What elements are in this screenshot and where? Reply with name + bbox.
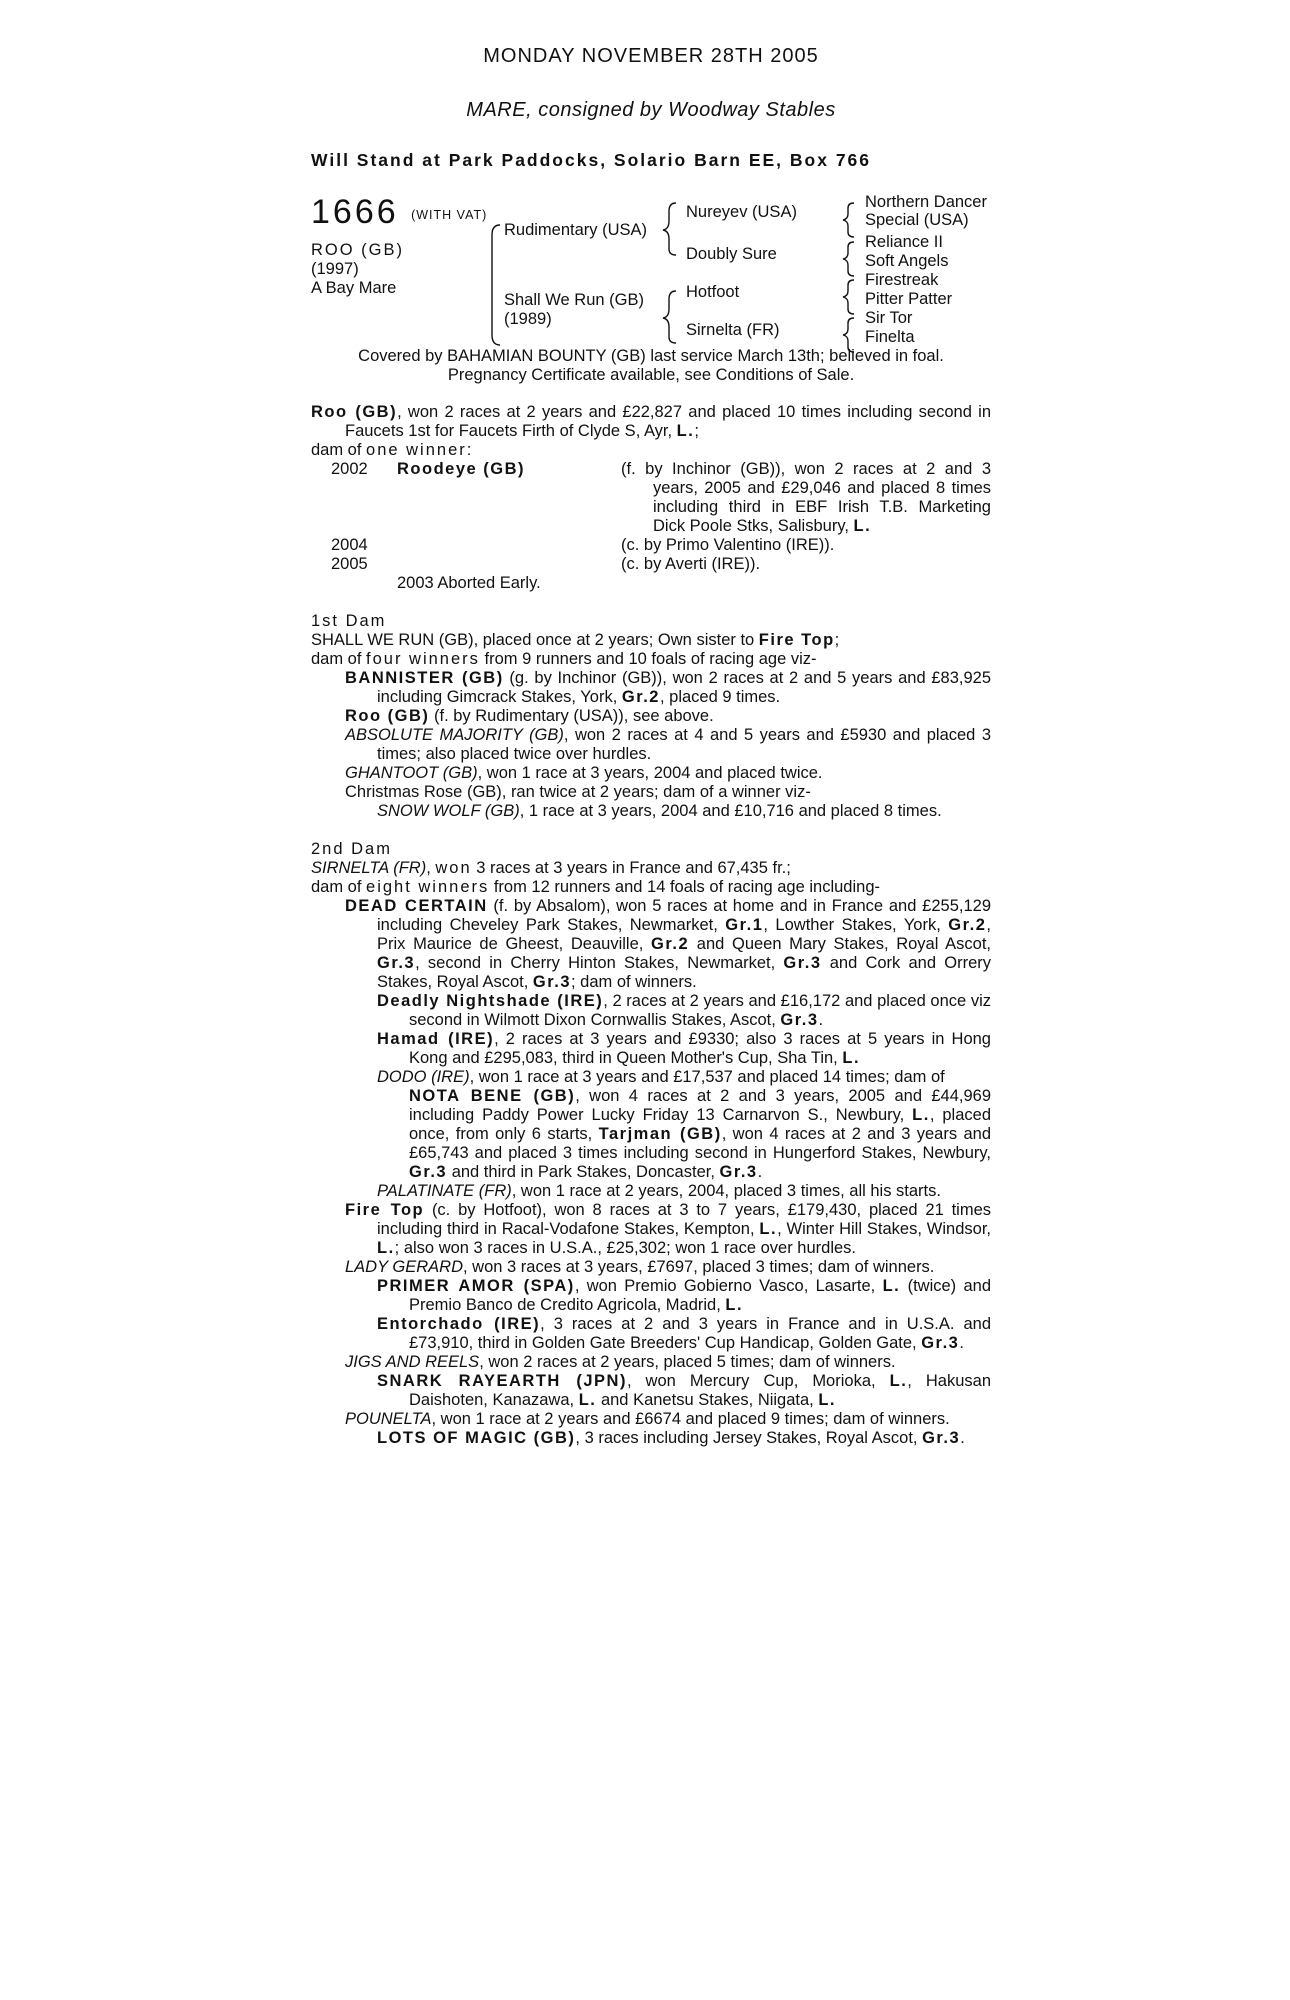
produce-record (311, 403, 991, 1448)
roo-sibling-record (311, 707, 991, 726)
snark-l2: L. (578, 1391, 597, 1409)
christmas-record: Christmas Rose (GB), ran twice at 2 years; dam of a winner viz- (345, 783, 811, 801)
dead-g2: Gr.2 (948, 916, 987, 934)
entor-name: Entorchado (IRE) (377, 1315, 541, 1333)
roo-listed: L. (676, 422, 695, 440)
snark-record (311, 1372, 991, 1410)
gg-6: Pitter Patter (865, 290, 953, 308)
progeny-year: 2004 (331, 536, 368, 554)
nota-l: L. (912, 1106, 930, 1124)
brace-main (492, 225, 500, 345)
dam-of-b: one winner (366, 441, 467, 459)
horse-year: (1997) (311, 260, 359, 278)
fd-dam-of-a: dam of (311, 650, 367, 668)
roo-record (311, 403, 991, 441)
deadly-a: , 2 races at 2 years and £16,172 and placed once viz second in Wilmott Dixon Cornwallis Stakes, Ascot, (409, 992, 991, 1029)
progeny-name: Roodeye (GB) (397, 460, 526, 478)
absolute-record (311, 726, 991, 764)
hamad-a: , 2 races at 3 years and £9330; also 3 races at 5 years in Hong Kong and £295,083, third in Queen Mother's Cup, Sha Tin, (409, 1030, 991, 1067)
brace-ss (843, 203, 854, 237)
dam-year: (1989) (504, 310, 552, 328)
lots-gr: Gr.3 (922, 1429, 961, 1447)
jigs-record (311, 1353, 991, 1372)
dead-f: and Cork and Orrery Stakes, Royal Ascot, (377, 954, 991, 991)
deadly-name: Deadly Nightshade (IRE) (377, 992, 604, 1010)
gg-1: Northern Dancer (865, 193, 987, 211)
dead-g3: Gr.2 (651, 935, 690, 953)
dead-g6: Gr.3 (532, 973, 572, 991)
second-dam-line (311, 859, 991, 878)
snow-text: , 1 race at 3 years, 2004 and £10,716 and placed 8 times. (519, 802, 942, 820)
entor-gr: Gr.3 (921, 1334, 960, 1352)
pou-name: POUNELTA (345, 1410, 432, 1428)
progeny-year (311, 574, 397, 593)
sd-dam-of-c: from 12 runners and 14 foals of racing age including- (489, 878, 880, 896)
roo-sibling-name: Roo (GB) (345, 707, 430, 725)
first-dam-line (311, 631, 991, 650)
lots-of-magic-record (311, 1429, 991, 1448)
roo-tail: ; (694, 422, 699, 440)
ghantoot-record (311, 764, 991, 783)
primer-name: PRIMER AMOR (SPA) (377, 1277, 575, 1295)
progeny-detail-text: (c. by Averti (IRE)). (621, 555, 761, 573)
progeny-row (311, 555, 991, 574)
vat-note: (WITH VAT) (411, 208, 488, 222)
snark-l3: L. (818, 1391, 837, 1409)
second-dam-heading: 2nd Dam (311, 840, 392, 858)
absolute-text: , won 2 races at 4 and 5 years and £5930 and placed 3 times; also placed twice over hurdles. (377, 726, 991, 763)
gg-4: Soft Angels (865, 252, 949, 270)
sd-sep: , (426, 859, 436, 877)
sd-dam-of-a: dam of (311, 878, 367, 896)
snark-b: , Hakusan Daishoten, Kanazawa, (409, 1372, 992, 1409)
jigs-a: , won 2 races at 2 years, placed 5 times; dam of winners. (479, 1353, 896, 1371)
dead-g: ; dam of winners. (571, 973, 697, 991)
deadly-gr: Gr.3 (780, 1011, 819, 1029)
brace-sire (663, 203, 676, 255)
hamad-l: L. (842, 1049, 861, 1067)
sd-won: won (435, 859, 472, 877)
nota-bene-record (311, 1087, 991, 1182)
progeny-year: 2002 (331, 460, 368, 478)
tarj-g1: Gr.3 (409, 1163, 448, 1181)
snark-name: SNARK RAYEARTH (JPN) (377, 1372, 627, 1390)
ghantoot-text: , won 1 race at 3 years, 2004 and placed twice. (477, 764, 823, 782)
fire-a: (c. by Hotfoot), won 8 races at 3 to 7 years, £179,430, placed 21 times including third in Racal-Vodafone Stakes, Kempton, (377, 1201, 991, 1238)
ghantoot-name: GHANTOOT (GB) (345, 764, 478, 782)
roo-text: , won 2 races at 2 years and £22,827 and placed 10 times including second in Faucets 1st for Faucets Firth of Clyde S, Ayr, (345, 403, 991, 440)
primer-l1: L. (882, 1277, 901, 1295)
dam-sire: Hotfoot (686, 283, 740, 301)
snow-record (311, 802, 991, 821)
progeny-detail-text: (f. by Inchinor (GB)), won 2 races at 2 and 3 years, 2005 and £29,046 and placed 8 times including third in EBF Irish T.B. Marketing Dick Poole Stks, Salisbury, (621, 460, 991, 535)
first-dam-heading: 1st Dam (311, 612, 387, 630)
lot-number-value: 1666 (311, 193, 399, 231)
deadly-record (311, 992, 991, 1030)
lady-name: LADY GERARD (345, 1258, 463, 1276)
first-dam-dam-of (311, 650, 991, 669)
bannister-tail: , placed 9 times. (659, 688, 781, 706)
primer-amor-record (311, 1277, 991, 1315)
dead-certain-record (311, 897, 991, 992)
dodo-record (311, 1068, 991, 1087)
gg-2: Special (USA) (865, 211, 969, 229)
bannister-name: BANNISTER (GB) (345, 669, 504, 687)
jigs-name: JIGS AND REELS (345, 1353, 480, 1371)
fd-dam-of-b: four winners (366, 650, 480, 668)
primer-a: , won Premio Gobierno Vasco, Lasarte, (574, 1277, 883, 1295)
pou-a: , won 1 race at 2 years and £6674 and placed 9 times; dam of winners. (431, 1410, 950, 1428)
fd-sister: Fire Top (758, 631, 835, 649)
sire-dam: Doubly Sure (686, 245, 777, 263)
snark-l1: L. (889, 1372, 908, 1390)
dam: Shall We Run (GB) (504, 291, 644, 309)
aborted-row (311, 574, 991, 593)
dead-g4: Gr.3 (377, 954, 416, 972)
gg-8: Finelta (865, 328, 915, 346)
pedigree-block (311, 193, 1031, 353)
dead-a: (f. by Absalom), won 5 races at home and in France and £255,129 including Cheveley Park Stakes, Newmarket, (377, 897, 991, 934)
dam-of-c: : (466, 441, 472, 459)
progeny-year: 2005 (331, 555, 368, 573)
dodo-a: , won 1 race at 3 years and £17,537 and placed 14 times; dam of (469, 1068, 945, 1086)
progeny-listed: L. (853, 517, 872, 535)
fire-b: , Winter Hill Stakes, Windsor, (777, 1220, 991, 1238)
pala-name: PALATINATE (FR) (377, 1182, 512, 1200)
roo-name: Roo (GB) (311, 403, 398, 421)
brace-sd (843, 242, 854, 276)
dead-d: and Queen Mary Stakes, Royal Ascot, (689, 935, 991, 953)
progeny-detail (621, 460, 991, 536)
snow-name: SNOW WOLF (GB) (377, 802, 520, 820)
fire-l1: L. (759, 1220, 778, 1238)
covered-line-1: Covered by BAHAMIAN BOUNTY (GB) last service March 13th; believed in foal. (358, 347, 944, 365)
fire-top-record (311, 1201, 991, 1258)
deadly-b: . (818, 1011, 824, 1029)
tarj-g2: Gr.3 (719, 1163, 758, 1181)
pala-a: , won 1 race at 2 years, 2004, placed 3 times, all his starts. (511, 1182, 941, 1200)
fd-dam-of-c: from 9 runners and 10 foals of racing age viz- (479, 650, 817, 668)
progeny-detail-text: (c. by Primo Valentino (IRE)). (621, 536, 835, 554)
brace-dam (663, 291, 676, 343)
horse-description: A Bay Mare (311, 279, 397, 297)
lots-b: . (960, 1429, 965, 1447)
horse-name: ROO (GB) (311, 241, 404, 259)
fd-tail: ; (834, 631, 840, 649)
fd-text: SHALL WE RUN (GB), placed once at 2 years; Own sister to (311, 631, 759, 649)
tarj-b: and third in Park Stakes, Doncaster, (447, 1163, 720, 1181)
consignor-line: MARE, consigned by Woodway Stables (466, 99, 836, 121)
fire-l2: L. (377, 1239, 395, 1257)
progeny-name (397, 555, 621, 574)
progeny-row (311, 460, 991, 536)
bannister-record (311, 669, 991, 707)
lots-name: LOTS OF MAGIC (GB) (377, 1429, 576, 1447)
progeny-detail (621, 555, 991, 574)
gg-5: Firestreak (865, 271, 939, 289)
tarj-a: , won 4 races at 2 and 3 years and £65,743 and placed 3 times including second in Hungerford Stakes, Newbury, (409, 1125, 992, 1162)
dead-c: , Prix Maurice de Gheest, Deauville, (377, 916, 991, 953)
bannister-grade: Gr.2 (621, 688, 660, 706)
snark-a: , won Mercury Cup, Morioka, (626, 1372, 890, 1390)
sire-sire: Nureyev (USA) (686, 203, 797, 221)
nota-name: NOTA BENE (GB) (409, 1087, 576, 1105)
primer-l2: L. (725, 1296, 744, 1314)
fire-c: ; also won 3 races in U.S.A., £25,302; won 1 race over hurdles. (394, 1239, 857, 1257)
sire: Rudimentary (USA) (504, 221, 648, 239)
progeny-detail (621, 536, 991, 555)
entor-a: , 3 races at 2 and 3 years in France and in U.S.A. and £73,910, third in Golden Gate Breeders' Cup Handicap, Golden Gate, (409, 1315, 991, 1352)
sd-name: SIRNELTA (FR) (311, 859, 427, 877)
lots-a: , 3 races including Jersey Stakes, Royal Ascot, (575, 1429, 923, 1447)
pounelta-record (311, 1410, 991, 1429)
nota-a: , won 4 races at 2 and 3 years, 2005 and £44,969 including Paddy Power Lucky Friday 13 Carnarvon S., Newbury, (409, 1087, 991, 1124)
absolute-name: ABSOLUTE MAJORITY (GB) (345, 726, 564, 744)
dead-g1: Gr.1 (725, 916, 764, 934)
lady-gerard-record (311, 1258, 991, 1277)
dead-e: , second in Cherry Hinton Stakes, Newmarket, (415, 954, 784, 972)
covered-line-2: Pregnancy Certificate available, see Conditions of Sale. (447, 366, 855, 384)
bannister-text: (g. by Inchinor (GB)), won 2 races at 2 and 5 years and £83,925 including Gimcrack Stakes, York, (377, 669, 991, 706)
tarj-name: Tarjman (GB) (598, 1125, 722, 1143)
sd-dam-of-b: eight winners (366, 878, 490, 896)
dam-dam: Sirnelta (FR) (686, 321, 780, 339)
lady-a: , won 3 races at 3 years, £7697, placed 3 times; dam of winners. (462, 1258, 935, 1276)
aborted-note: 2003 Aborted Early. (397, 574, 541, 592)
dead-b: , Lowther Stakes, York, (763, 916, 949, 934)
sale-date: MONDAY NOVEMBER 28TH 2005 (483, 45, 819, 67)
entorchado-record (311, 1315, 991, 1353)
palatinate-record (311, 1182, 991, 1201)
hamad-record (311, 1030, 991, 1068)
dead-name: DEAD CERTAIN (345, 897, 488, 915)
primer-b: (twice) and Premio Banco de Credito Agricola, Madrid, (409, 1277, 992, 1314)
dodo-name: DODO (IRE) (377, 1068, 470, 1086)
hamad-name: Hamad (IRE) (377, 1030, 495, 1048)
roo-dam-of (311, 441, 991, 460)
nota-b: , placed once, from only 6 starts, (409, 1106, 991, 1143)
dam-of-a: dam of (311, 441, 367, 459)
sd-text: 3 races at 3 years in France and 67,435 fr.; (471, 859, 791, 877)
snark-c: and Kanetsu Stakes, Niigata, (596, 1391, 819, 1409)
roo-sibling-text: (f. by Rudimentary (USA)), see above. (429, 707, 714, 725)
stand-location: Will Stand at Park Paddocks, Solario Barn EE, Box 766 (311, 150, 872, 170)
dead-g5: Gr.3 (783, 954, 822, 972)
tarj-c: . (757, 1163, 763, 1181)
gg-3: Reliance II (865, 233, 943, 251)
second-dam-dam-of (311, 878, 991, 897)
entor-b: . (959, 1334, 964, 1352)
gg-7: Sir Tor (865, 309, 913, 327)
progeny-name (397, 536, 621, 555)
covered-note (311, 347, 991, 385)
fire-name: Fire Top (345, 1201, 425, 1219)
progeny-row (311, 536, 991, 555)
brace-ds (843, 280, 854, 314)
